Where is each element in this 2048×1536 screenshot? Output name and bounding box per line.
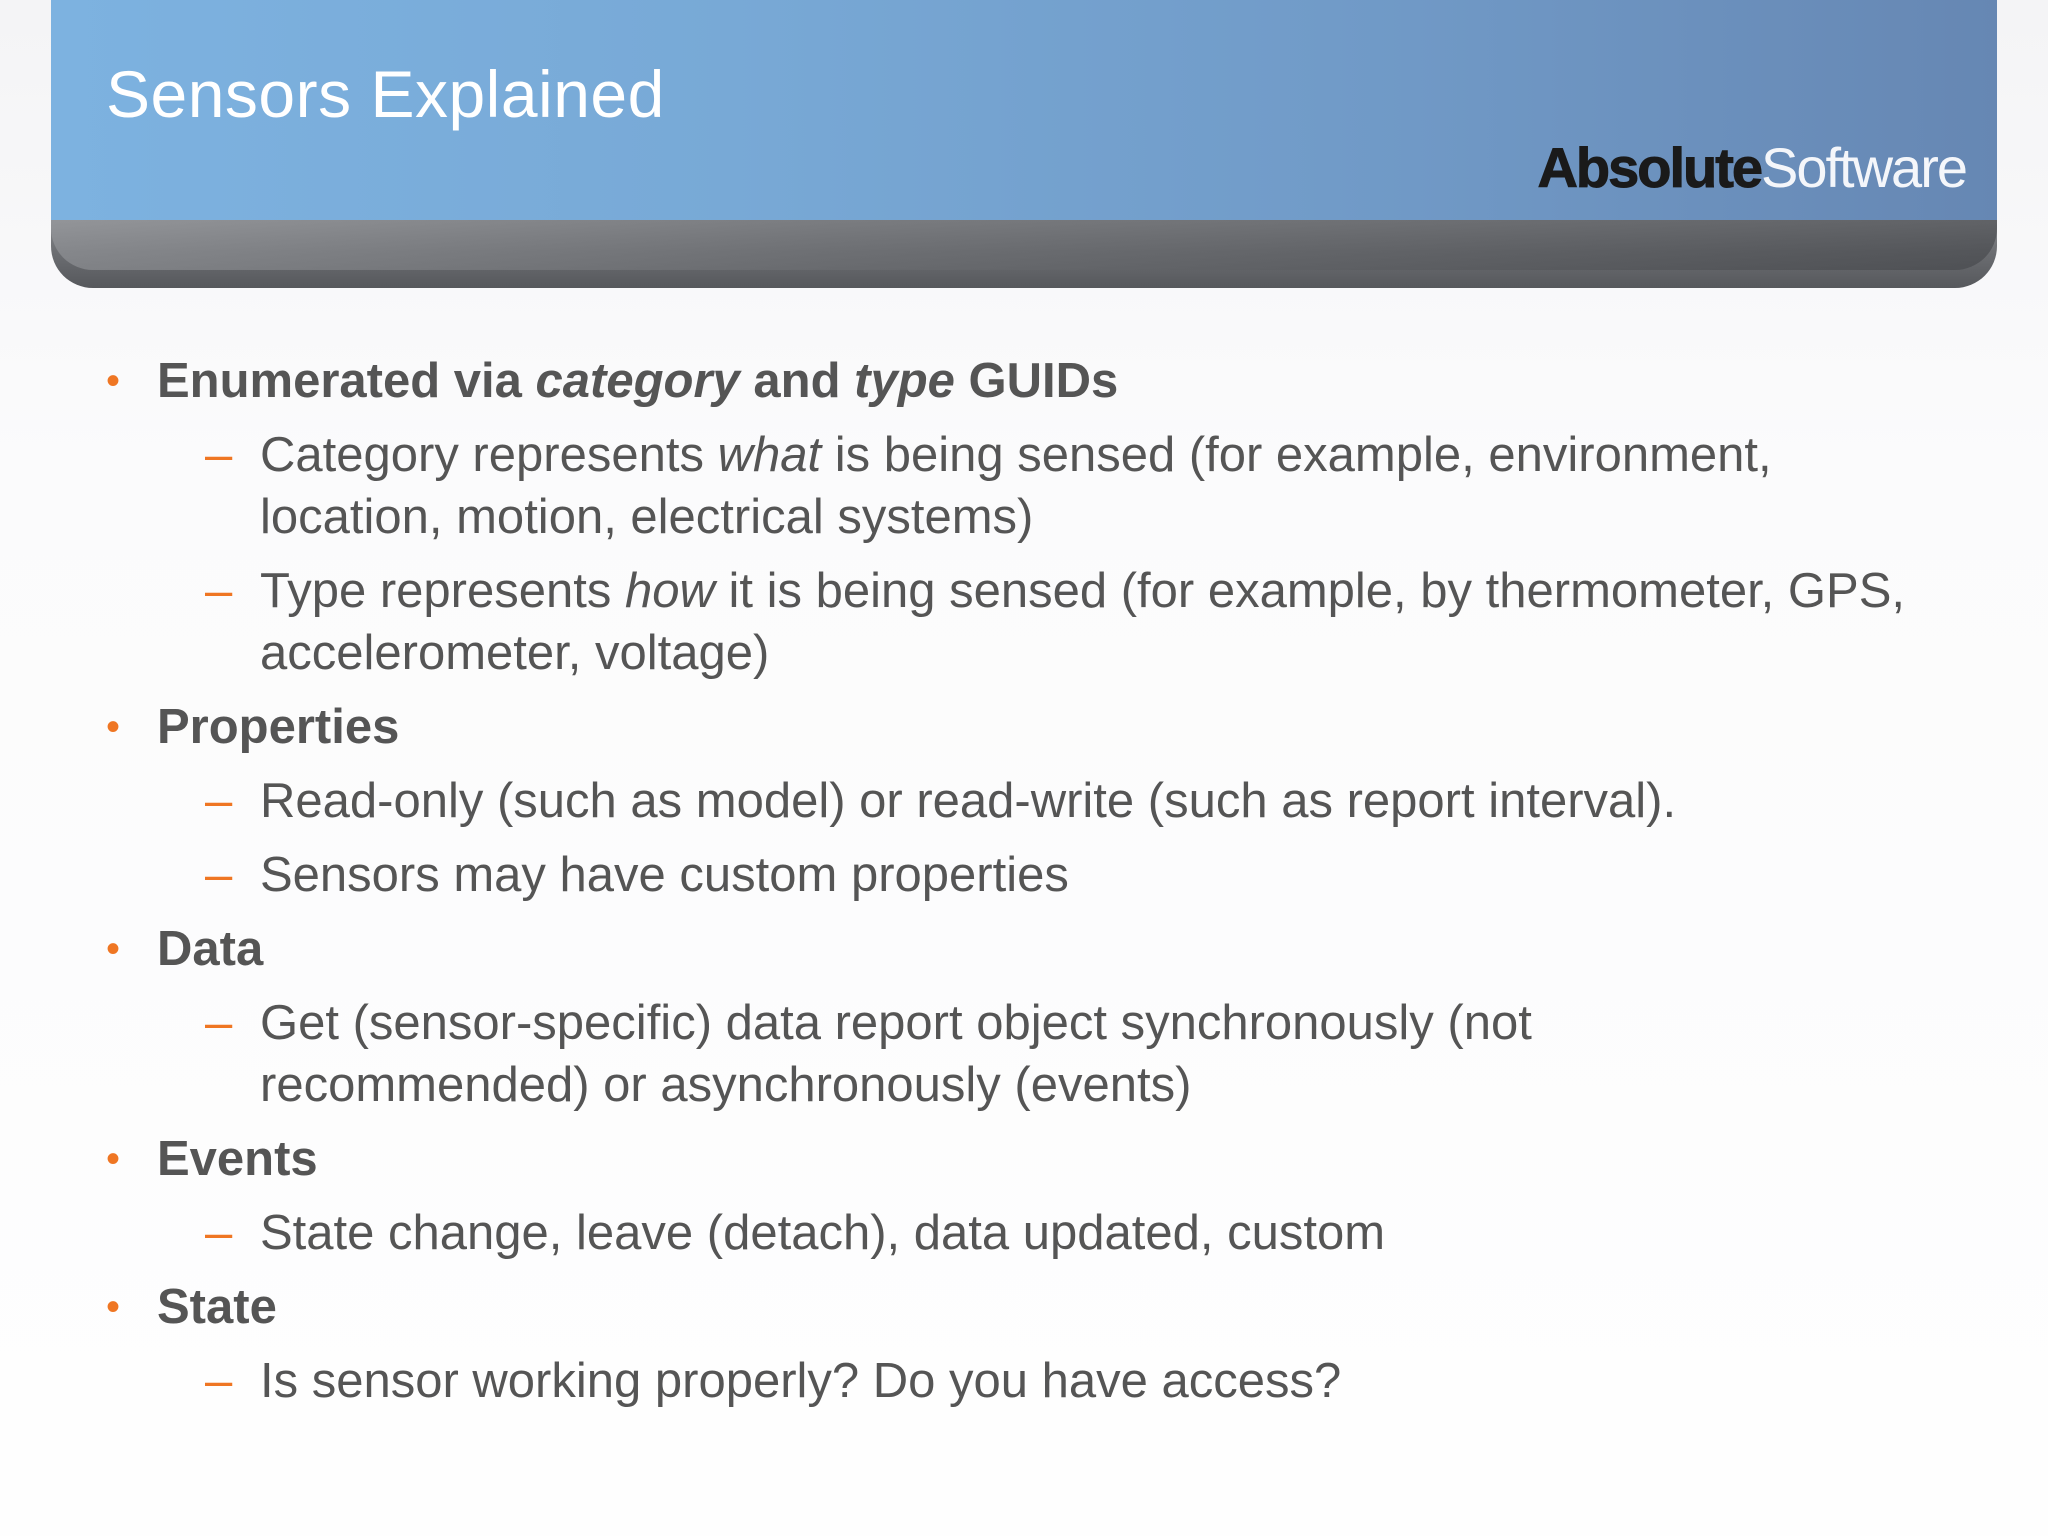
bullet-marker: •: [106, 1137, 121, 1181]
sub-bullet-item: [0, 992, 2048, 1116]
sub-bullet-text: Type represents how it is being sensed (for example, by thermometer, GPS, accelerometer, voltage): [260, 564, 1905, 680]
bullet-item: [0, 696, 2048, 758]
dash-marker: –: [205, 1206, 233, 1260]
sub-bullet-text: State change, leave (detach), data updated, custom: [260, 1206, 1386, 1260]
bullet-marker: •: [106, 927, 121, 971]
bullet-item: [0, 918, 2048, 980]
bullet-marker: •: [106, 359, 121, 403]
bullet-item: [0, 1276, 2048, 1338]
dash-marker: –: [205, 996, 233, 1050]
dash-marker: –: [205, 564, 233, 618]
sub-bullet-text: Read-only (such as model) or read-write (such as report interval).: [260, 774, 1677, 828]
logo-part-software: Software: [1761, 136, 1966, 199]
bullet-item: [0, 350, 2048, 412]
bullet-text: Enumerated via category and type GUIDs: [157, 354, 1119, 408]
sub-bullet-item: [0, 1202, 2048, 1264]
bullet-marker: •: [106, 705, 121, 749]
bullet-text: Data: [157, 922, 264, 976]
dash-marker: –: [205, 1354, 233, 1408]
dash-marker: –: [205, 774, 233, 828]
logo-part-absolute: Absolute: [1537, 136, 1761, 199]
bullet-text: Events: [157, 1132, 318, 1186]
sub-bullet-text: Get (sensor-specific) data report object synchronously (not recommended) or asynchronously (events): [260, 996, 1532, 1112]
sub-bullet-item: [0, 424, 2048, 548]
bullet-marker: •: [106, 1285, 121, 1329]
bullet-item: [0, 1128, 2048, 1190]
bullet-text: State: [157, 1280, 277, 1334]
header-gray-band: [51, 220, 1997, 288]
slide-title: Sensors Explained: [106, 57, 665, 131]
company-logo: [1537, 136, 1966, 199]
dash-marker: –: [205, 848, 233, 902]
sub-bullet-item: [0, 770, 2048, 832]
sub-bullet-item: [0, 844, 2048, 906]
slide-content: [0, 350, 2048, 1424]
dash-marker: –: [205, 428, 233, 482]
sub-bullet-text: Is sensor working properly? Do you have access?: [260, 1354, 1342, 1408]
bullet-text: Properties: [157, 700, 400, 754]
sub-bullet-text: Sensors may have custom properties: [260, 848, 1069, 902]
sub-bullet-text: Category represents what is being sensed (for example, environment, location, motion, electrical systems): [260, 428, 1772, 544]
sub-bullet-item: [0, 1350, 2048, 1412]
sub-bullet-item: [0, 560, 2048, 684]
